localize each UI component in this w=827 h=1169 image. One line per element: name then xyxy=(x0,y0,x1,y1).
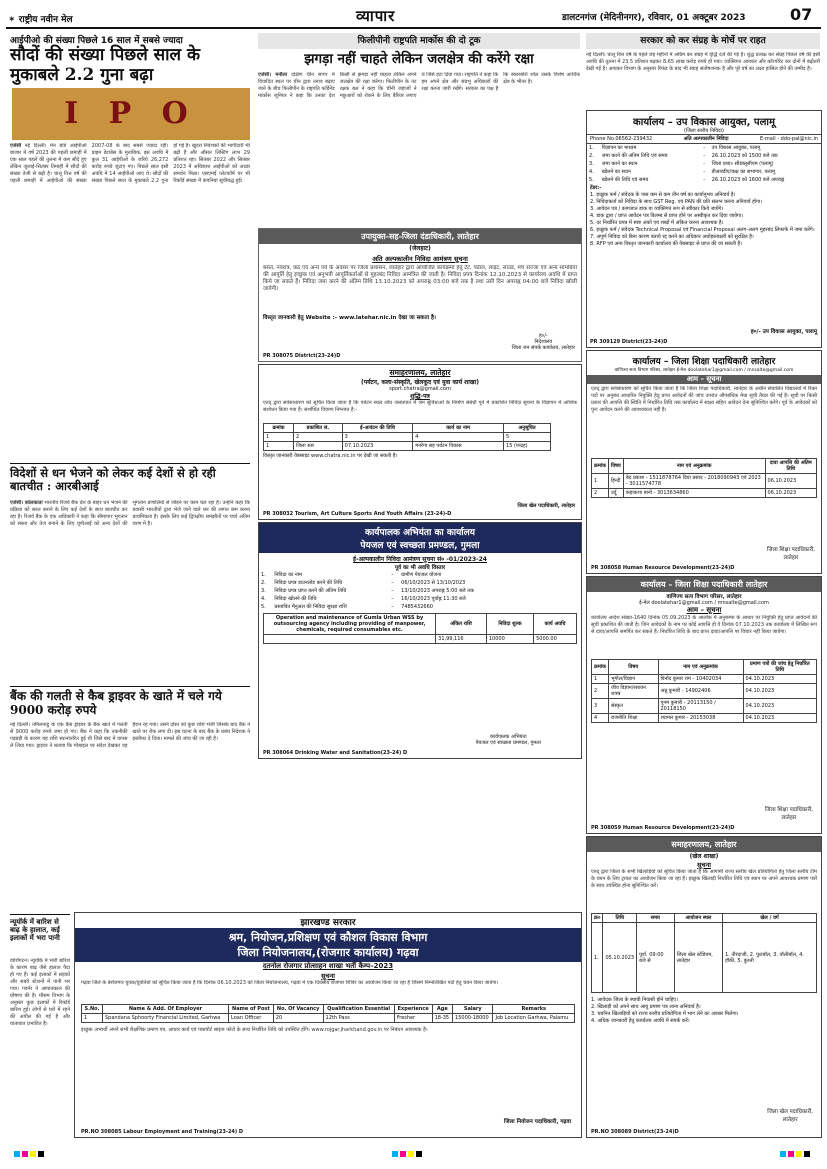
philippines-dateline: एजेंसी। मनीला xyxy=(258,72,288,78)
divider xyxy=(10,686,250,687)
ad-samaharnalaya2-notice-title: सूचना xyxy=(697,861,711,869)
ad-samaharnalaya-signature: जिला खेल पदाधिकारी, लातेहार xyxy=(517,503,575,509)
ad-jharkhand-footer: इच्छुक अभ्यर्थी अपने सभी शैक्षणिक प्रमाण पत्र, आधार कार्ड एवं पासपोर्ट साइज फोटो के साथ निर्धारित तिथि को उपस्थित होंगे। www.rojgar.jharkhand.gov.in पर निबंधन आवश्यक है। xyxy=(81,1027,428,1033)
ad-latehar-signature: ह०/- निदेशालय जिला जन संपर्क कार्यालय, लातेहार xyxy=(511,333,575,351)
table-row: 3. जमा करने का स्थान - जिला प्रशा० सीडब्लूसीएम (पलामू) xyxy=(589,161,774,167)
list-item: 1. आवेदक जिला के स्थायी निवासी होने चाहिए। xyxy=(591,997,678,1003)
ad-shiksha2-pr: PR 308059 Human Resource Development(23-24)D xyxy=(591,825,735,831)
ad-jharkhand-sarkar: झारखण्ड सरकार xyxy=(300,918,356,928)
ad-samaharnalaya2-subtitle: (खेल शाखा) xyxy=(689,853,719,860)
ad-gumla-signature: कार्यपालक अभियंता पेयजल एवं स्वच्छता प्रमण्डल, गुमला xyxy=(475,734,541,746)
table-row: 3 संस्कृत पूनम कुमारी - 20113150 / 20118150 04.10.2023 xyxy=(592,699,817,714)
ad-shiksha-pr: PR 308058 Human Resource Development(23-24)D xyxy=(591,565,735,571)
ad-samaharnalaya-email: sport.chatra@gmail.com xyxy=(389,386,451,392)
ad-shiksha xyxy=(586,350,822,574)
rain-headline: न्यूयॉर्क में बारिश से बाढ़ के हालात, कई इलाकों में भरा पानी xyxy=(10,917,60,943)
rbi-text: भारतीय रिजर्व बैंक देश के बाहर धन भेजने की प्रक्रिया को सरल बनाने के लिए कई देशों के साथ बातचीत कर रहा है। रिजर्व बैंक के एक अधिकारी ने कहा कि सीमापार भुगतान को सस्ता और तेज बनाने के लिए यूपीआई को अन्य देशों की भुगतान प्रणालियों से जोड़ने पर काम चल रहा है। उन्होंने कहा कि प्रवासी भारतीयों द्वारा भेजे जाने वाले धन की लागत कम करना प्राथमिकता है। इसके लिए कई द्विपक्षीय समझौतों पर चर्चा अंतिम चरण में है। xyxy=(10,500,250,527)
table-header-row: S.No. Name & Add. Of Employer Name of Post No. Of Vacancy Qualification Essential Experience Age Salary Remarks xyxy=(82,1005,575,1014)
ad-gumla-subtitle: पेयजल एवं स्वच्छता प्रमण्डल, गुमला xyxy=(259,538,581,553)
ad-samaharnalaya-table xyxy=(263,423,551,451)
ad-shiksha2-email: ई-मेल doolatehar1@gmail.com / mnsalte@gmail.com xyxy=(639,600,769,606)
rbi-headline: विदेशों से धन भेजने को लेकर कई देशों से हो रही बातचीत : आरबीआई xyxy=(10,466,216,494)
ad-samaharnalaya2-title: समाहरणालय, लातेहार xyxy=(587,837,821,852)
ipo-kicker: आईपीओ की संख्या पिछले 16 साल में सबसे ज्यादा xyxy=(10,36,183,46)
table-row: 1. निविदा का नाम – ग्रामीण पेयजल योजना xyxy=(261,572,442,578)
ad-jharkhand-table xyxy=(81,1004,575,1023)
philippines-body xyxy=(258,72,580,222)
table-row: 1. 05.10.2023 पूर्वा. 09:00 बजे से जिला खेल स्टेडियम, लातेहार 1. तीरंदाजी, 2. फुटबॉल, 3. वॉलीबॉल, 4. हॉकी, 5. कुश्ती xyxy=(592,923,817,993)
table-row: 4. निविदा खोलने की तिथि – 16/10/2023 पूर्वाह्न 11:30 बजे xyxy=(261,596,466,602)
ad-shiksha2-signature: जिला शिक्षा पदाधिकारी, लातेहार xyxy=(764,807,813,821)
ad-jharkhand-notice-title: सूचना xyxy=(321,972,335,980)
list-item: 4. डाक द्वारा / प्राप्त आवेदन पत्र विलम्ब से प्राप्त होने पर अस्वीकृत कर दिया जायेगा। xyxy=(590,213,744,219)
ad-palamu-subtitle: (जिला स्तरीय निविदा) xyxy=(684,128,724,134)
ad-palamu-pr: PR 309129 District(23-24)D xyxy=(590,339,668,345)
ad-jharkhand-subtitle: जिला नियोजनालय,(रोजगार कार्यालय) गढ़वा xyxy=(75,945,581,962)
ad-palamu-item-heading: टेंडर:- xyxy=(590,185,602,191)
philippines-text: दक्षिण चीन सागर में विवादित स्थल पर चीन द्वारा तनाव बढ़ाए जाने के बीच फिलीपीन के राष्ट्रपति फर्डिनेंड मार्कोस जूनियर ने कहा कि उनका देश किसी से झगड़ा नहीं चाहता लेकिन अपने जलक्षेत्र की रक्षा करेगा। फिलीपीन के तट रक्षक बल ने कहा कि चीनी जहाजों ने मछुआरों को रोकने के लिए बैरियर लगाए थे जिसे हटा दिया गया। राष्ट्रपति ने कहा कि हम अपने क्षेत्र और संप्रभु अधिकारों की रक्षा करना जारी रखेंगे। सरकार का पक्ष है कि स्कारबोरो शोल उसके विशेष आर्थिक क्षेत्र के भीतर है। xyxy=(258,72,580,99)
page-number: 07 xyxy=(790,5,813,24)
ad-samaharnalaya xyxy=(258,364,582,520)
ad-shiksha-subtitle: वाणिज्य सत्य विभाग परिसर, लातेहार ई-मेल doolatehar1@gmail.com / mnsalte@gmail.com xyxy=(614,368,794,373)
table-row: 3. निविदा प्रपत्र प्राप्त करने की अंतिम तिथि – 13/10/2023 अपराह्न 5:00 बजे तक xyxy=(261,588,474,594)
table-row: 1 जिला स्तर 07.10.2023 मनरेगा सह पर्यटन विकास 15 (पन्द्रह) xyxy=(264,442,551,451)
ad-latehar-subtitle: (जेलहाट) xyxy=(409,245,431,252)
ad-gumla-work-table xyxy=(263,613,577,644)
ad-shiksha2-title: कार्यालय – जिला शिक्षा पदाधिकारी लातेहार xyxy=(587,577,821,592)
ad-palamu-title: कार्यालय – उप विकास आयुक्त, पलामू xyxy=(633,117,775,128)
ad-shiksha2-notice-title: आम – सूचना xyxy=(686,606,722,614)
ad-latehar-notice-title: अति अल्पकालीन निविदा आमंत्रण सूचना xyxy=(372,255,468,263)
table-row: 1 2 3 4 5 xyxy=(264,433,551,442)
ad-samaharnalaya-subtitle: (पर्यटन, कला-संस्कृति, खेलकूद एवं युवा कार्य शाखा) xyxy=(360,379,480,386)
ipo-dateline: एजेंसी xyxy=(10,143,22,149)
ad-gumla-table xyxy=(259,571,517,611)
table-row: 1 हिन्दी बेद प्रकाश - 1511878764 दिया प्रसाद - 2018090943 एवं 2023 - 3011574778 06.10.2023 xyxy=(592,474,817,489)
table-header-row: क्रमांक प्रकाशित सं. ई-आवंटन की तिथि कार्य का नाम अनुसूचित xyxy=(264,424,551,433)
list-item: 4. अधिक जानकारी हेतु कार्यालय अवधि में संपर्क करें। xyxy=(591,1018,690,1024)
rbi-body xyxy=(10,500,250,680)
ad-jharkhand-title: श्रम, नियोजन,प्रशिक्षण एवं कौशल विकास विभाग xyxy=(75,928,581,945)
ad-samaharnalaya2-signature: जिला खेल पदाधिकारी, लातेहार xyxy=(767,1109,813,1123)
table-row: 31,99,116 10000 5000.00 xyxy=(264,635,577,644)
table-header-row: Operation and maintenance of Gumla Urban WSS by outsourcing agency including providing of manpower, chemicals, required consumables etc. अंकित राशि निविदा शुल्क कार्य अवधि xyxy=(264,614,577,635)
ad-shiksha-body: एतद् द्वारा सर्वसाधारण को सूचित किया जाता है कि जिला शिक्षा पदाधिकारी, लातेहार के अधीन संचालित विद्यालयों में रिक्त पदों पर अनुबंध आधारित नियुक्ति हेतु प्राप्त आवेदनों की जांच उपरांत औपबंधिक मेधा सूची तैयार की गई है। सूची पर किसी प्रकार की आपत्ति की स्थिति में निर्धारित तिथि तक कार्यालय में साक्ष्य सहित आवेदन देना सुनिश्चित करेंगे। पूर्व के आवेदकों को पुनः आवेदन करने की आवश्यकता नहीं है। xyxy=(591,386,817,413)
ad-latehar-pr: PR 308075 District(23-24)D xyxy=(263,353,341,359)
ad-samaharnalaya-notice-title: शुद्धि-पत्र xyxy=(410,393,430,400)
ad-samaharnalaya2-body: एतद् द्वारा जिला के सभी खिलाड़ियों को सूचित किया जाता है कि आगामी राज्य स्तरीय खेल प्रतियोगिता हेतु जिला स्तरीय टीम के चयन के लिए ट्रायल का आयोजन किया जा रहा है। इच्छुक खिलाड़ी निर्धारित तिथि एवं स्थान पर अपने आवश्यक प्रमाण पत्रों के साथ उपस्थित होना सुनिश्चित करें। xyxy=(591,869,817,889)
cyan-mark xyxy=(780,1151,786,1157)
magenta-mark xyxy=(22,1151,28,1157)
table-row: 5. खोलने की तिथि एवं समय - 26.10.2023 को 1600 बजे अपराह्न xyxy=(589,177,785,183)
ad-latehar-title: उपायुक्त-सह-जिला दंडाधिकारी, लातेहार xyxy=(259,229,581,244)
ad-jharkhand-signature: जिला नियोजन पदाधिकारी, गढ़वा xyxy=(504,1119,571,1125)
list-item: 3. चयनित खिलाड़ियों को राज्य स्तरीय प्रतियोगिता में भाग लेने का अवसर मिलेगा। xyxy=(591,1011,739,1017)
magenta-mark xyxy=(400,1151,406,1157)
table-row: 2. निविदा प्रपत्र डाउनलोड करने की तिथि – 06/10/2023 से 13/10/2023 xyxy=(261,580,466,586)
list-item: 3. आवेदन पत्र / कागजात डाक या व्यक्तिगत रूप से स्वीकार किये जायेंगे। xyxy=(590,206,724,212)
ad-jharkhand-pr: PR.NO 308085 Labour Employment and Training(23-24) D xyxy=(81,1129,244,1135)
ad-palamu-conditions xyxy=(587,192,821,248)
table-row: 4. खोलने का स्थान - डीआरडीए/कक्ष का सभागार, पलामू xyxy=(589,169,775,175)
ad-jharkhand xyxy=(74,912,582,1138)
cyan-mark xyxy=(14,1151,20,1157)
ad-samaharnalaya2-notes xyxy=(587,995,821,1027)
cyan-mark xyxy=(392,1151,398,1157)
divider xyxy=(10,463,250,464)
black-mark xyxy=(804,1151,810,1157)
philippines-kicker-band xyxy=(258,33,580,49)
black-mark xyxy=(416,1151,422,1157)
ad-shiksha2-table xyxy=(591,659,817,723)
table-header-row: क्रमांक विषय नाम एवं अनुक्रमांक प्रमाण पत्रों की जांच हेतु निर्धारित तिथि xyxy=(592,660,817,675)
ad-palamu-signature: ह०/- उप विकास आयुक्त, पलामू xyxy=(750,329,817,335)
ad-palamu-email: E-mail - ddo-pal@nic.in xyxy=(759,136,818,142)
table-row: 4 राजनीति शिक्षा श्यामल कुमार - 20153038 04.10.2023 xyxy=(592,714,817,723)
list-item: 2. खिलाड़ी को अपने साथ आयु प्रमाण पत्र लाना अनिवार्य है। xyxy=(591,1004,701,1010)
ad-latehar-website: विस्तृत जानकारी हेतु Website :- www.latehar.nic.in देखा जा सकता है। xyxy=(263,315,436,321)
ad-latehar-body: बसंत, नवरात्र, छठ एवं अन्य पर्व के अवसर पर जिला प्रशासन, लातेहार द्वारा आयोजित कार्यक्रमों हेतु टेंट, पंडाल, लाइट, साउंड, मंच सज्जा एवं अन्य सामग्रियों की आपूर्ति हेतु इच्छुक एवं अनुभवी आपूर्तिकर्ताओं से मुहरबंद निविदा आमंत्रित की जाती है। निविदा प्रपत्र दिनांक 12.10.2023 से कार्यालय अवधि में प्राप्त किये जा सकते हैं। निविदा जमा करने की अंतिम तिथि 13.10.2023 को अपराह्न 03:00 बजे तक है तथा उसी दिन अपराह्न 04:00 बजे निविदा खोली जायेगी। xyxy=(263,265,577,292)
yellow-mark xyxy=(796,1151,802,1157)
ipo-image: I P O xyxy=(12,88,250,140)
yellow-mark xyxy=(30,1151,36,1157)
ad-gumla-sub-notice: पूर्व का भी अवधि विस्तार xyxy=(394,565,446,571)
ipo-headline: सौदों की संख्या पिछले साल के मुकाबले 2.2 गुना बढ़ा xyxy=(10,45,201,85)
table-row: 5. प्रस्तावित मैनुअल की निविदा सुरक्षा राशि – 7485432660 xyxy=(261,604,433,610)
divider xyxy=(10,914,70,915)
philippines-kicker: फिलीपीनी राष्ट्रपति मार्कोस की दो टूक xyxy=(357,36,481,46)
ad-latehar xyxy=(258,228,582,362)
ad-gumla xyxy=(258,522,582,759)
list-item: 7. अपूर्ण निविदा को बिना कारण बताये रद्द करने का अधिकार अधोहस्ताक्षरी को सुरक्षित है। xyxy=(590,234,754,240)
table-row: 2 जीव विज्ञान/रसायन शास्त्र अन्नू कुमारी - 14902406 04.10.2023 xyxy=(592,684,817,699)
black-mark xyxy=(38,1151,44,1157)
ad-samaharnalaya-body: एतद् द्वारा सर्वसाधारण को सूचित किया जाता है कि पर्यटन स्थल लोध जलप्रपात में जन सुविधाओं के निर्माण संबंधी पूर्व में प्रकाशित निविदा सूचना के विज्ञापन में आंशिक संशोधन किया गया है। संशोधित विवरण निम्नवत है:- xyxy=(263,400,577,413)
ad-palamu-table xyxy=(587,144,821,184)
ad-shiksha-title: कार्यालय – जिला शिक्षा पदाधिकारी लातेहार xyxy=(632,357,776,367)
tax-kicker: सरकार को कर संग्रह के मोर्चे पर राहत xyxy=(640,36,766,46)
dateline: डालटनगंज (मेदिनीनगर), रविवार, 01 अक्टूबर 2023 xyxy=(562,13,746,23)
table-row: 2. जमा करने की अंतिम तिथि एवं समय - 26.10.2023 को 1500 बजे तक xyxy=(589,153,778,159)
yellow-mark xyxy=(408,1151,414,1157)
ad-shiksha2-body: कार्यालय आदेश संख्या-1640 दिनांक 05.09.2023 के आलोक में अनुकम्पा के आधार पर नियुक्ति हेतु प्राप्त आवेदनों की सूची प्रकाशित की जाती है। जिन आवेदकों के नाम पर कोई आपत्ति हो वे दिनांक 07.10.2023 तक कार्यालय में लिखित रूप से दावा/आपत्ति समर्पित कर सकते हैं। निर्धारित तिथि के बाद प्राप्त दावा/आपत्ति पर विचार नहीं किया जायेगा। xyxy=(591,615,817,635)
bird-logo-icon: ✶ xyxy=(8,15,19,25)
ad-samaharnalaya-pr: PR 308032 Tourism, Art Culture Sports And Youth Affairs (23-24)-D xyxy=(263,511,452,517)
ad-samaharnalaya-title: समाहरणालय, लातेहार xyxy=(389,368,451,377)
ad-samaharnalaya-website: विस्तृत जानकारी वेबसाइट www.chatra.nic.in पर देखी जा सकती है। xyxy=(263,453,398,459)
table-header-row: क्रमांक विषय नाम एवं अनुक्रमांक दावा आपत्ति की अंतिम तिथि xyxy=(592,459,817,474)
tax-body: नई दिल्ली। चालू वित्त वर्ष के पहले छह महीनों में अग्रिम कर संग्रह में वृद्धि दर्ज की गई है। शुद्ध प्रत्यक्ष कर संग्रह पिछले वर्ष की इसी अवधि की तुलना में 23.5 प्रतिशत बढ़कर 8.65 लाख करोड़ रुपये हो गया। व्यक्तिगत आयकर और कॉरपोरेट कर दोनों में बढ़ोतरी देखी गई है। आयकर विभाग के अनुसार रिफंड के बाद भी संग्रह संतोषजनक है और पूरे वर्ष का लक्ष्य हासिल होने की उम्मीद है। xyxy=(586,52,820,72)
magenta-mark xyxy=(788,1151,794,1157)
ad-shiksha2-subtitle: वाणिज्य सत्य विभाग परिसर, लातेहार xyxy=(666,594,742,600)
tax-kicker-band xyxy=(586,33,820,49)
list-item: 5. दर निर्धारित प्रपत्र में स्पष्ट अंकों एवं शब्दों में अंकित करना आवश्यक है। xyxy=(590,220,724,226)
ad-jharkhand-intro: गढ़वा जिले के बेरोजगार युवक/युवतियों को सूचित किया जाता है कि दिनांक 06.10.2023 को जिला नियोजनालय, गढ़वा में एक दिवसीय रोजगार शिविर का आयोजन किया जा रहा है जिसमें निम्नलिखित पदों हेतु चयन किया जायेगा। xyxy=(81,980,499,986)
ipo-text: नई दिल्ली। मेन बोर्ड आईपीओ बाजार में वर्ष 2023 की पहली छमाही में एक साल पहले की तुलना में कम सौदे हुए लेकिन जुलाई-सितंबर तिमाही में सौदों की संख्या तेजी से बढ़ी है। चालू वित्त वर्ष की पहली छमाही में आईपीओ की संख्या 2007-08 के बाद सबसे ज्यादा रही। प्राइम डेटाबेस के मुताबिक, इस अवधि में कुल 31 आईपीओ के जरिये 26,272 करोड़ रुपये जुटाए गए। पिछले साल इसी अवधि में 14 आईपीओ आए थे। सौदों की संख्या पिछले साल के मुकाबले 2.2 गुना हो गई है। खुदरा निवेशकों की भागीदारी भी बढ़ी है और औसत लिस्टिंग लाभ 29 प्रतिशत रहा। सितंबर 2022 और सितंबर 2023 में अधिकांश आईपीओ को अच्छा समर्थन मिला। एसएमई प्लेटफॉर्म पर भी रिकॉर्ड संख्या में कंपनियां सूचीबद्ध हुईं। xyxy=(10,143,250,184)
list-item: 1. इच्छुक फर्म / संवेदक के पास कम से कम तीन वर्ष का कार्यानुभव अनिवार्य है। xyxy=(590,192,736,198)
ad-palamu xyxy=(586,110,822,348)
work-desc-cell: Operation and maintenance of Gumla Urban WSS by outsourcing agency including providing of manpower, chemicals, required consumables etc. xyxy=(264,614,436,635)
ad-shiksha-notice-title: आम – सूचना xyxy=(587,375,821,384)
ad-shiksha2 xyxy=(586,576,822,834)
rbi-dateline: एजेंसी। कोलकाता xyxy=(10,500,43,506)
section-title: व्यापार xyxy=(356,7,396,25)
table-row: 1 भूगोल/विज्ञान विनोद कुमार राम - 10402034 04.10.2023 xyxy=(592,675,817,684)
list-item: 8. RFP एवं अन्य विस्तृत जानकारी कार्यालय की वेबसाइट से प्राप्त की जा सकती है। xyxy=(590,241,743,247)
bank-headline: बैंक की गलती से कैब ड्राइवर के खाते में चले गये 9000 करोड़ रुपये xyxy=(10,689,222,717)
ad-samaharnalaya2-pr: PR.NO 308089 District(23-24)D xyxy=(591,1129,679,1135)
ad-shiksha-table xyxy=(591,458,817,498)
table-header-row: क्र० तिथि समय आयोजन स्थल खेल / वर्ग xyxy=(592,914,817,923)
table-row: 1. विज्ञापन का माध्यम - उप विकास आयुक्त, पलामू xyxy=(589,145,761,151)
ad-samaharnalaya2 xyxy=(586,836,822,1138)
table-row: 2 उर्दू कहाकशा बानो - 3013634860 06.10.2023 xyxy=(592,489,817,498)
ad-gumla-notice-title: ई-अल्पकालीन निविदा आमंत्रण सूचना सं० -01/2023-24 xyxy=(353,556,487,563)
ad-palamu-phone: Phone No.06562-239432 xyxy=(590,136,653,142)
ad-gumla-pr: PR 308064 Drinking Water and Sanitation(23-24) D xyxy=(263,750,408,756)
ad-samaharnalaya2-table xyxy=(591,913,817,993)
list-item: 2. निविदाकर्ता को निविदा के साथ GST Reg. एवं PAN की प्रति संलग्न करना अनिवार्य होगा। xyxy=(590,199,763,205)
table-row: 1 Spandana Sphoorty Financial Limited, Garhwa Loan Officer 20 12th Pass Fresher 18-35 15000-18000 Job Location Garhwa, Palamu xyxy=(82,1014,575,1023)
ad-shiksha-signature: जिला शिक्षा पदाधिकारी, लातेहार xyxy=(766,547,815,561)
list-item: 6. इच्छुक फर्म / संवेदक Technical Proposal एवं Financial Proposal अलग-अलग मुहरबंद लिफाफे में जमा करेंगे। xyxy=(590,227,815,233)
rain-body: वाशिंगटन। न्यूयॉर्क में भारी बारिश के कारण बाढ़ जैसे हालात पैदा हो गए हैं। कई इलाकों में सड़कों और सबवे स्टेशनों में पानी भर गया। गवर्नर ने आपातकाल की घोषणा की है। मौसम विभाग के अनुसार कुछ इलाकों में रिकॉर्ड बारिश हुई। लोगों से घरों में रहने की अपील की गई है और यातायात प्रभावित है। xyxy=(10,958,70,1027)
bank-body: नई दिल्ली। तमिलनाडु के एक कैब ड्राइवर के बैंक खाते में गलती से 9000 करोड़ रुपये जमा हो गए। बैंक ने कहा कि तकनीकी गड़बड़ी के कारण यह राशि स्थानांतरित हुई थी जिसे बाद में वापस ले लिया गया। ड्राइवर ने बताया कि मोबाइल पर संदेश देखकर वह हैरान रह गया। उसने दोस्त को कुछ राशि भेजी जिसके बाद बैंक ने खाते पर रोक लगा दी। इस घटना के बाद बैंक के प्रबंध निदेशक ने इस्तीफा दे दिया। मामले की जांच की जा रही है। xyxy=(10,722,250,749)
ad-palamu-notice-title: अति अल्पकालीन निविदा xyxy=(683,136,729,142)
masthead-rule xyxy=(6,27,821,29)
ad-gumla-title: कार्यपालक अभियंता का कार्यालय xyxy=(259,523,581,538)
ad-jharkhand-scheme: दतनोल रोजगार प्रोत्साहन शाखा भर्ती कैम्प–2023 xyxy=(262,962,394,970)
masthead-paper: ✶ राष्ट्रीय नवीन मेल xyxy=(8,15,73,25)
ipo-body xyxy=(10,143,250,458)
philippines-headline: झगड़ा नहीं चाहते लेकिन जलक्षेत्र की करेंगे रक्षा xyxy=(304,51,534,67)
